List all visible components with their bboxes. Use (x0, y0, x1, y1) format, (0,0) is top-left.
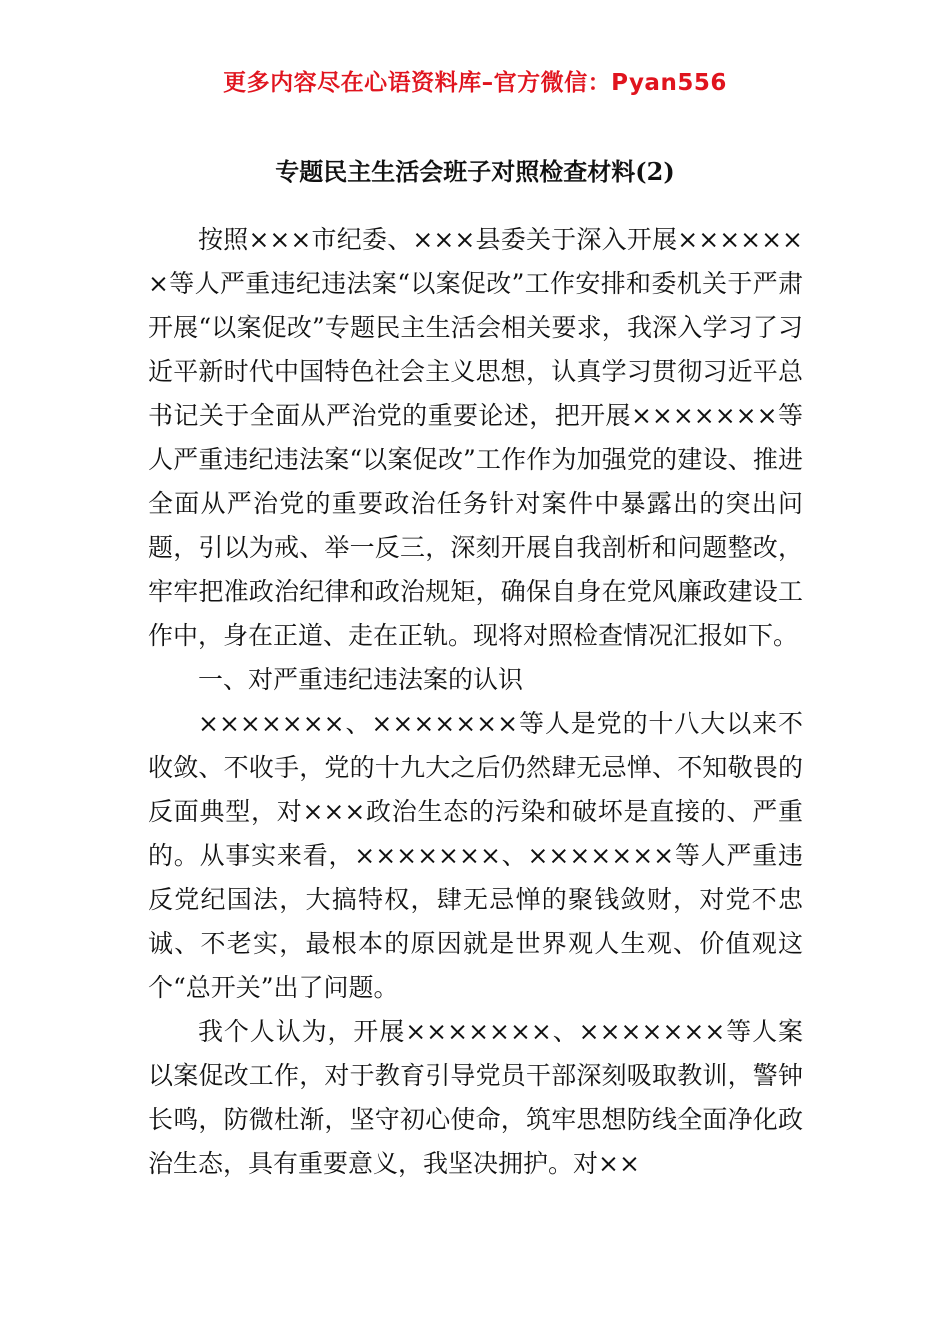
document-body (148, 218, 803, 1186)
paragraph-opinion: 我个人认为，开展×××××××、×××××××等人案以案促改工作，对于教育引导党员干部深刻吸取教训，警钟长鸣，防微杜渐，坚守初心使命，筑牢思想防线全面净化政治生态，具有重要意义，我坚决拥护。对×× (148, 1017, 803, 1178)
paragraph-understanding: ×××××××、×××××××等人是党的十八大以来不收敛、不收手，党的十九大之后仍然肆无忌惮、不知敬畏的反面典型，对×××政治生态的污染和破坏是直接的、严重的。从事实来看，×××××××、×××××××等人严重违反党纪国法，大搞特权，肆无忌惮的聚钱敛财，对党不忠诚、不老实，最根本的原因就是世界观人生观、价值观这个“总开关”出了问题。 (148, 709, 803, 1002)
section-heading: 一、对严重违纪违法案的认识 (198, 665, 524, 694)
document-title: 专题民主生活会班子对照检查材料(2) (275, 157, 675, 186)
promo-banner: 更多内容尽在心语资料库–官方微信：Pyan556 (223, 70, 727, 96)
paragraph-intro: 按照×××市纪委、×××县委关于深入开展×××××××等人严重违纪违法案“以案促改”工作安排和委机关于严肃开展“以案促改”专题民主生活会相关要求，我深入学习了习近平新时代中国特色社会主义思想，认真学习贯彻习近平总书记关于全面从严治党的重要论述，把开展×××××××等人严重违纪违法案“以案促改”工作作为加强党的建设、推进全面从严治党的重要政治任务针对案件中暴露出的突出问题，引以为戒、举一反三，深刻开展自我剖析和问题整改，牢牢把准政治纪律和政治规矩，确保自身在党风廉政建设工作中，身在正道、走在正轨。现将对照检查情况汇报如下。 (148, 225, 803, 650)
